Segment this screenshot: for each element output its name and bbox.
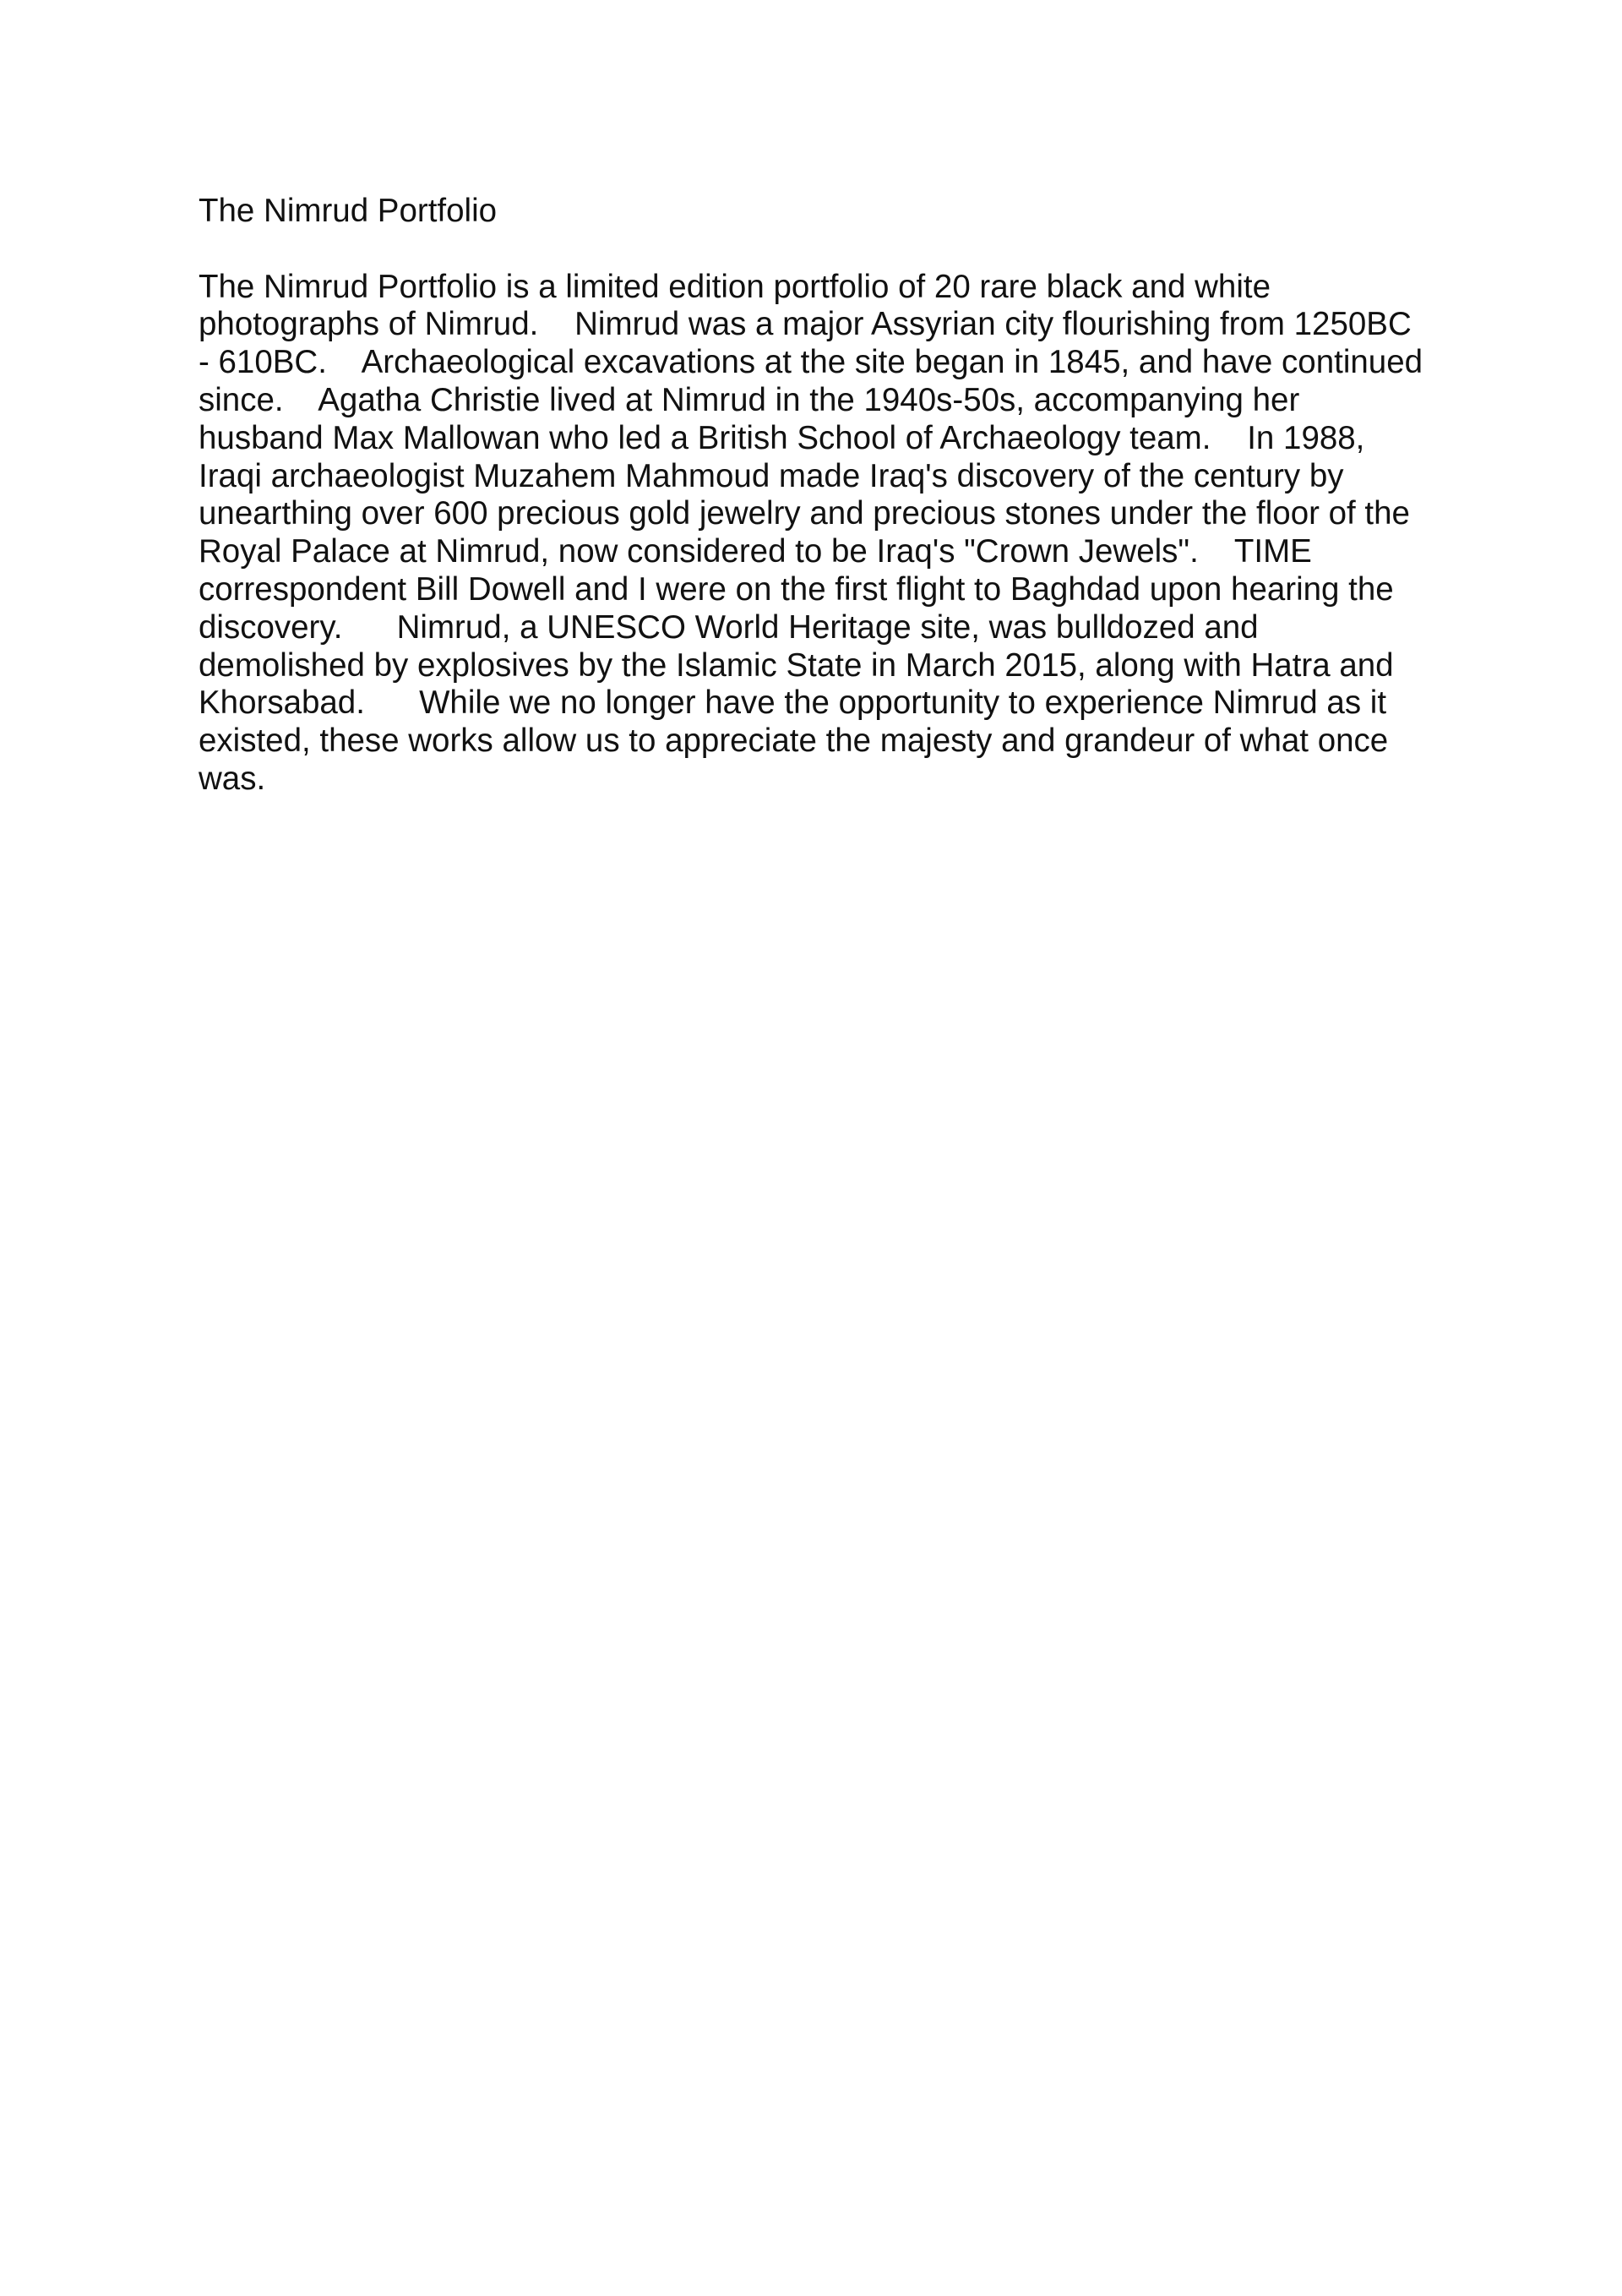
body-line-7: unearthing over 600 precious gold jewelry and precious stones under the floor of the <box>199 495 1410 532</box>
body-line-4: since. Agatha Christie lived at Nimrud in the 1940s-50s, accompanying her <box>199 381 1300 418</box>
body-line-12: Khorsabad. While we no longer have the opportunity to experience Nimrud as it <box>199 684 1387 722</box>
body-line-10: discovery. Nimrud, a UNESCO World Heritage site, was bulldozed and <box>199 608 1259 646</box>
body-line-11: demolished by explosives by the Islamic State in March 2015, along with Hatra and <box>199 646 1394 684</box>
body-line-1: The Nimrud Portfolio is a limited edition portfolio of 20 rare black and white <box>199 268 1271 305</box>
body-line-14: was. <box>199 760 266 797</box>
document-title: The Nimrud Portfolio <box>199 193 498 229</box>
document-body <box>199 269 1449 799</box>
body-line-8: Royal Palace at Nimrud, now considered to be Iraq's "Crown Jewels". TIME <box>199 533 1312 570</box>
document-content <box>199 193 1449 799</box>
body-line-9: correspondent Bill Dowell and I were on the first flight to Baghdad upon hearing the <box>199 570 1394 608</box>
body-line-5: husband Max Mallowan who led a British School of Archaeology team. In 1988, <box>199 419 1365 456</box>
body-line-6: Iraqi archaeologist Muzahem Mahmoud made Iraq's discovery of the century by <box>199 457 1344 494</box>
body-line-3: - 610BC. Archaeological excavations at the site began in 1845, and have continued <box>199 344 1423 381</box>
body-line-13: existed, these works allow us to appreciate the majesty and grandeur of what once <box>199 723 1389 760</box>
body-line-2: photographs of Nimrud. Nimrud was a major Assyrian city flourishing from 1250BC <box>199 306 1412 343</box>
